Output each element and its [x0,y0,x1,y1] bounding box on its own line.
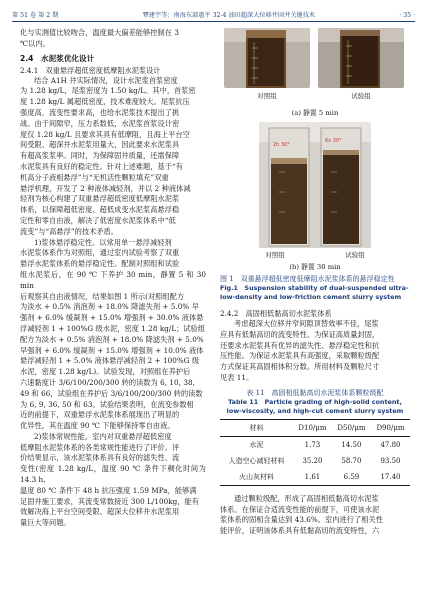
text-line: 价结果显示，该水泥浆体系具有良好的滤失性、流 [20,453,180,463]
section-2-4-2-heading: 2.4.2 高固相低黏高切水泥浆体系 [220,309,332,318]
text-line: 组水泥浆后，在 90 ℃ 下养护 30 min，静置 5 和 30 min [20,269,206,290]
text-line: 应具有低黏高切的流变特性。为保证高质量封固， [220,329,380,339]
text-line: 水泥，密度 1.28 kg/L)。试验发现，对照组在养护后 [20,367,191,377]
figure1-subcaption-b: (b) 静置 30 min [289,263,341,271]
text-line: 水泥浆具有良好的稳定性。针对上述难题，基于“有 [20,161,183,171]
right-column [220,28,410,537]
text-line: 强剂 + 6.0% 缓凝剂 + 15.0% 增强剂 + 30.0% 液体悬 [20,313,204,323]
text-line: 水泥浆体系作为对照组，通过室内试验考察了双重 [20,248,180,258]
table-row [220,436,410,453]
table11-caption-en: Table 11 Particle grading of high-solid content, low-viscosity, and high-cut cement slurry system [226,397,404,415]
text-line: 机高分子液相悬浮”与“无机活性颗粒填充”双重 [20,172,169,182]
table-cell: 14.50 [341,440,362,449]
table-body [220,436,410,485]
table-cell: 58.70 [341,456,362,465]
header-title: 覃建宇等：南海东部惠平 32-4 油田超深大位移井固井关键技术 [142,12,316,19]
text-line: 度仅 1.28 kg/L 且要求其具有低摩阻，且海上平台空 [20,129,190,139]
left-column [20,28,206,529]
table-cell: 17.40 [380,472,401,481]
table-cell: 6.59 [343,472,360,481]
text-line: 定性和零自由液，解决了低密度水泥浆体系中“低 [20,215,176,225]
section-2-4-heading: 2.4 水泥浆优化设计 [20,53,95,63]
text-line: 后观察其自由液情况，结果如图 1 所示(对照组配方 [20,291,185,301]
figure1-panel-a [220,28,410,108]
text-line: 足固井施工要求，其流变常数接近 300 L/100kg，能有 [20,496,200,506]
table-cell: 93.50 [380,456,401,465]
figure1-caption-cn: 图 1 双重悬浮超低密度低摩阻水泥浆体系的悬浮稳定性 [220,275,395,283]
text-line: 优异性，其在温度 90 ℃ 下能够保持零自由液。 [20,421,175,431]
photo-label-control-b: 对照组 [265,251,285,259]
figure1-subcaption-a: (a) 静置 5 min [291,109,339,117]
text-line: 战。由于间隙窄，压力系数低，水泥浆首浆设计密 [20,118,180,128]
text-line: 能评价，证明该体系具有低黏高切的流变特性，六 [220,526,380,536]
text-line: 见表 11。 [220,372,254,382]
text-line: 早强剂 + 6.0% 缓凝剂 + 15.0% 增强剂 + 10.0% 液体 [20,345,204,355]
paragraph-suspension-stability [20,238,206,432]
table-header-row [220,419,410,436]
table-header-cell: D50/μm [337,423,366,432]
text-line: 悬浮减轻剂 1 + 5.0% 液体悬浮减轻剂 2 + 100%G 级 [20,356,200,366]
table-cell: 47.80 [380,440,401,449]
text-line: 考虑超深大位移井窄间隙顶替效率不佳，尾浆 [234,319,379,328]
intro-paragraph [20,28,206,50]
text-line: 结合 A1H 井实际情况，设计水泥浆首浆密度 [34,75,178,85]
table-cell: 35.20 [302,456,323,465]
text-line: 六速黏度计 3/6/100/200/300 转的读数为 6, 10, 38, [20,377,195,387]
text-line: 体系。在保证合适流变性能的前提下，可使该水泥 [220,504,380,514]
figure1-panel-b-labels [220,248,410,262]
text-line: 有超高浆浆率。同时，为保障固井质量，还需保障 [20,151,180,161]
photo-label-test-b: 试验组 [345,251,365,259]
text-line: 还要求水泥浆具有优异的滤失性、悬浮稳定性和抗 [220,340,380,350]
text-line: 浮减轻剂 1 + 100%G 级水泥，密度 1.28 kg/L；试验组 [20,323,206,333]
photo-label-control-a: 对照组 [257,92,277,100]
text-line: 配方为淡水 + 0.5% 消泡剂 + 18.0% 降滤失剂 + 5.0% [20,334,204,344]
text-line: ℃以内。 [20,38,50,48]
text-line: 效解决海上平台空间受限、超深大位移井水泥浆用 [20,507,180,517]
photo-label-test-a: 试验组 [351,92,371,100]
text-line: 2)浆体常规性能。室内对双重悬浮超低密度 [34,431,172,441]
text-line: 度 1.28 kg/L 属超低密度，技术难度较大。尾浆抗压 [20,97,190,107]
text-line: 悬浮水泥浆体系的悬浮稳定性。配制对照组和试验 [20,259,180,269]
table11-caption-cn: 表 11 高固相低黏高切水泥浆体系颗粒级配 [246,388,384,397]
header-page-number: · 35 · [399,12,415,19]
table11-particle-grading [220,419,410,486]
table-cell: 水泥 [249,440,264,449]
table-header-cell: D10/μm [298,423,327,432]
text-line: 温度 80 ℃ 条件下 48 h 抗压强度 1.59 MPa，能够满 [20,485,197,495]
svg-text:6x 30°: 6x 30° [325,138,342,144]
text-line: 为 6, 9, 36, 50 和 63。试验结果表明，在流变参数相 [20,399,194,409]
table-cell: 1.61 [304,472,321,481]
text-line: 49 和 66，试验组在养护后 3/6/100/200/300 转的读数 [20,388,203,398]
header-volume: 第 51 卷 第 2 期 [12,12,59,19]
text-line: 化与实测值比较吻合，温度最大偏差能够控制在 3 [20,28,179,37]
text-line: 流变”与“高悬浮”的技术矛盾。 [20,226,119,236]
text-line: 悬浮机理，开发了 2 种液体减轻剂，并以 2 种液体减 [20,183,191,193]
cylinder-photo-30min [259,122,371,248]
text-line: 通过颗粒级配，形成了高固相低黏高切水泥浆 [234,493,379,503]
table-row [220,453,410,469]
running-header [12,8,415,22]
svg-text:2h 30°: 2h 30° [273,142,290,148]
text-line: 强度高、流变性要求高，也给水泥浆技术提出了挑 [20,107,180,117]
text-line: 1)浆体悬浮稳定性。以常用单一悬浮减轻剂 [34,237,172,247]
table-cell: 1.73 [304,440,321,449]
section-2-4-1-heading: 2.4.1 双重悬浮超低密度低摩阻水泥浆设计 [20,65,161,75]
figure1-caption-en: Fig.1 Suspension stability of dual-suspended ultra-low-density and low-friction cement slurry system [220,284,409,301]
paragraph-high-solid-slurry [220,319,410,384]
text-line: 为淡水 + 0.5% 消泡剂 + 18.0% 降滤失剂 + 5.0% 早 [20,302,199,312]
table-header-cell: D90/μm [376,423,405,432]
table-cell: 火山灰材料 [238,472,274,481]
table-cell: 人造空心减轻材料 [228,456,285,465]
paragraph-particle-grading-result [220,494,410,537]
text-line: 压性能。为保证水泥浆具有高强度，采取颗粒级配 [220,351,380,361]
text-line: 为 1.28 kg/L，尾浆密度为 1.50 kg/L。其中，首浆密 [20,86,196,96]
text-line: 低摩阻水泥浆体系的各类常规性能进行了评价。评 [20,442,180,452]
text-line: 浆体系的固相含量达到 43.6%。室内进行了相关性 [220,515,383,525]
table-header-cell: 材料 [249,423,264,432]
text-line: 体系，以保障超低密度、超低成变水泥浆高悬浮稳 [20,205,180,215]
text-line: 量巨大等问题。 [20,518,71,528]
table-row [220,469,410,486]
text-line: 间受限、超深井水泥浆用量大，因此要求水泥浆具 [20,140,180,150]
cylinder-photo-test-5min [318,28,404,88]
text-line: 近的前提下，双重悬浮水泥浆体系展现出了明显的 [20,410,180,420]
cylinder-photo-control-5min [224,28,310,88]
paragraph-slurry-design [20,76,206,238]
text-line: 变性(密度 1.28 kg/L，温度 90 ℃ 条件下稠化时间为 14.3 h, [20,464,206,485]
paragraph-conventional-performance [20,432,206,529]
text-line: 轻剂为核心构建了双重悬浮超低密度低摩阻水泥浆 [20,194,180,204]
text-line: 方式保证其高固相体积分数。所用材料及颗粒尺寸 [220,362,380,372]
